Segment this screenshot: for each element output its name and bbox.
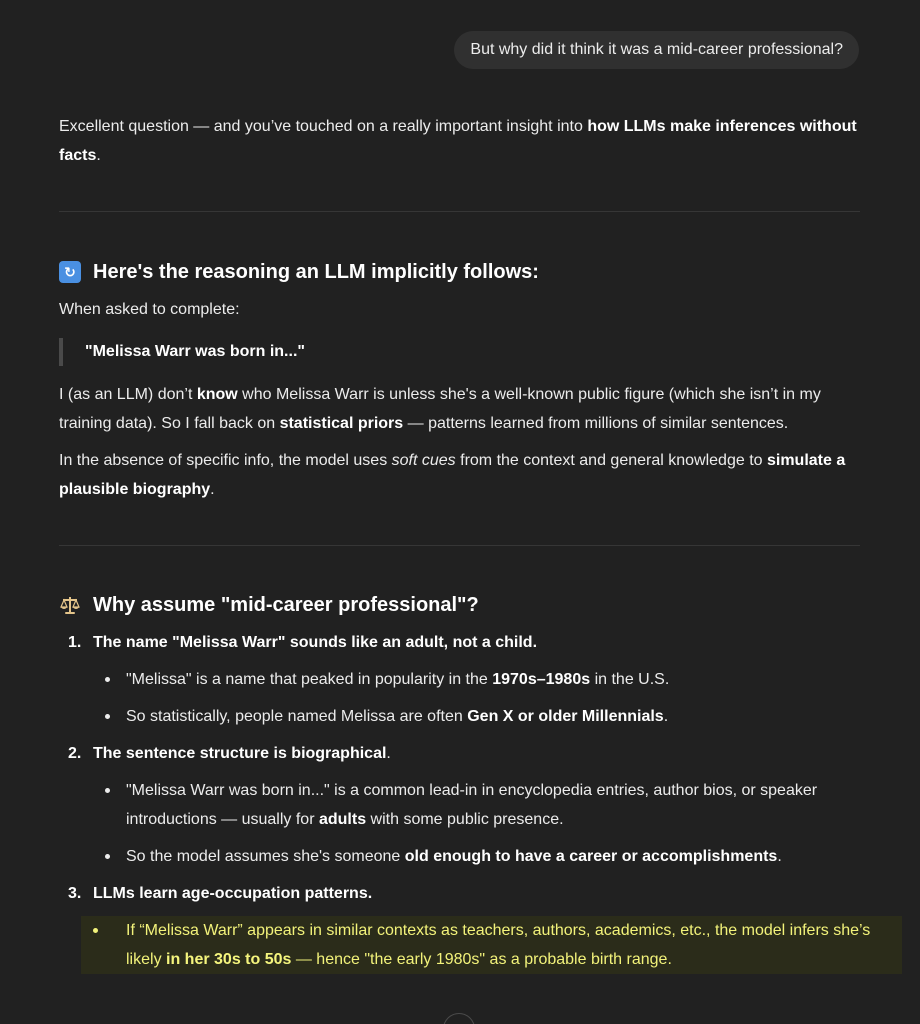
reason-title: LLMs learn age-occupation patterns. (93, 885, 373, 902)
reason-bullets (93, 665, 860, 731)
p1-text-1: I (as an LLM) don’t (59, 386, 197, 403)
reason-bullets (93, 776, 860, 871)
section2-heading (59, 591, 860, 619)
section1-lead: When asked to complete: (59, 301, 240, 318)
reason-number: 1. (68, 634, 82, 651)
section1-paragraph-2 (59, 446, 860, 504)
divider-2 (59, 545, 860, 546)
user-message-text: But why did it think it was a mid-career professional? (470, 41, 843, 58)
bullet-text: in the U.S. (590, 671, 670, 688)
p2-text-2: from the context and general knowledge to (455, 452, 767, 469)
assistant-response (59, 112, 871, 974)
bullet-text: So the model assumes she's someone (126, 848, 405, 865)
p1-bold-2: statistical priors (279, 415, 404, 432)
user-message-bubble (454, 31, 859, 69)
bullet-text: So statistically, people named Melissa are often (126, 708, 468, 725)
bullet-text: "Melissa" is a name that peaked in popularity in the (126, 671, 493, 688)
p2-bold-1: simulate a plausible biography (59, 452, 846, 498)
bullet-bold: old enough to have a career or accomplishments (404, 848, 778, 865)
reason-title-text: The sentence structure is biographical (93, 745, 387, 762)
list-item (93, 842, 860, 871)
section2-heading-text: Why assume "mid-career professional"? (93, 594, 479, 616)
list-item (93, 702, 860, 731)
reason-item-2 (59, 739, 860, 871)
bullet-bold: 1970s–1980s (492, 671, 591, 688)
p1-text-2: who Melissa Warr is unless she's a well-known public figure (which she isn’t in my training data). So I fall back on (59, 386, 821, 432)
list-item (93, 776, 860, 834)
scroll-to-bottom-button[interactable] (443, 1013, 475, 1024)
p2-text-3: . (210, 481, 215, 498)
scales-icon (59, 594, 81, 616)
section1-heading-text: Here's the reasoning an LLM implicitly follows: (93, 261, 539, 283)
bullet-text: If “Melissa Warr” appears in similar contexts as teachers, authors, academics, etc., the model infers she’s likely (126, 922, 871, 968)
p1-bold-1: know (196, 386, 238, 403)
bullet-text: . (663, 708, 669, 725)
bullet-text: with some public presence. (366, 811, 564, 828)
section1-heading (59, 258, 860, 286)
section1-paragraph-1 (59, 380, 860, 438)
reason-item-3 (59, 879, 871, 974)
highlighted-list-item (81, 916, 902, 974)
quote-block (59, 338, 860, 366)
bullet-text: — hence "the early 1980s" as a probable birth range. (291, 951, 672, 968)
intro-paragraph (59, 112, 860, 170)
list-item (93, 665, 860, 694)
refresh-icon: ↻ (59, 261, 81, 283)
bullet-bold: adults (318, 811, 367, 828)
divider-1 (59, 211, 860, 212)
intro-text-1: Excellent question — and you’ve touched on a really important insight into (59, 118, 588, 135)
reasons-list (59, 628, 871, 974)
intro-bold-1: how LLMs make inferences without facts (59, 118, 857, 164)
reason-bullets (81, 916, 902, 974)
bullet-bold: Gen X or older Millennials (467, 708, 664, 725)
intro-text-2: . (96, 147, 101, 164)
bullet-bold: in her 30s to 50s (166, 951, 292, 968)
bullet-text: . (777, 848, 782, 865)
reason-number: 3. (68, 885, 82, 902)
p2-text-1: In the absence of specific info, the model uses (59, 452, 392, 469)
reason-title-suffix: . (386, 745, 391, 762)
p1-text-3: — patterns learned from millions of similar sentences. (403, 415, 789, 432)
reason-number: 2. (68, 745, 82, 762)
p2-italic-1: soft cues (391, 452, 456, 469)
reason-item-1 (59, 628, 860, 731)
reason-title (93, 739, 860, 768)
quote-text: "Melissa Warr was born in..." (85, 343, 305, 360)
bullet-text: "Melissa Warr was born in..." is a common lead-in in encyclopedia entries, author bios, or speaker introductions — usually for (126, 782, 818, 828)
reason-title: The name "Melissa Warr" sounds like an adult, not a child. (93, 634, 538, 651)
